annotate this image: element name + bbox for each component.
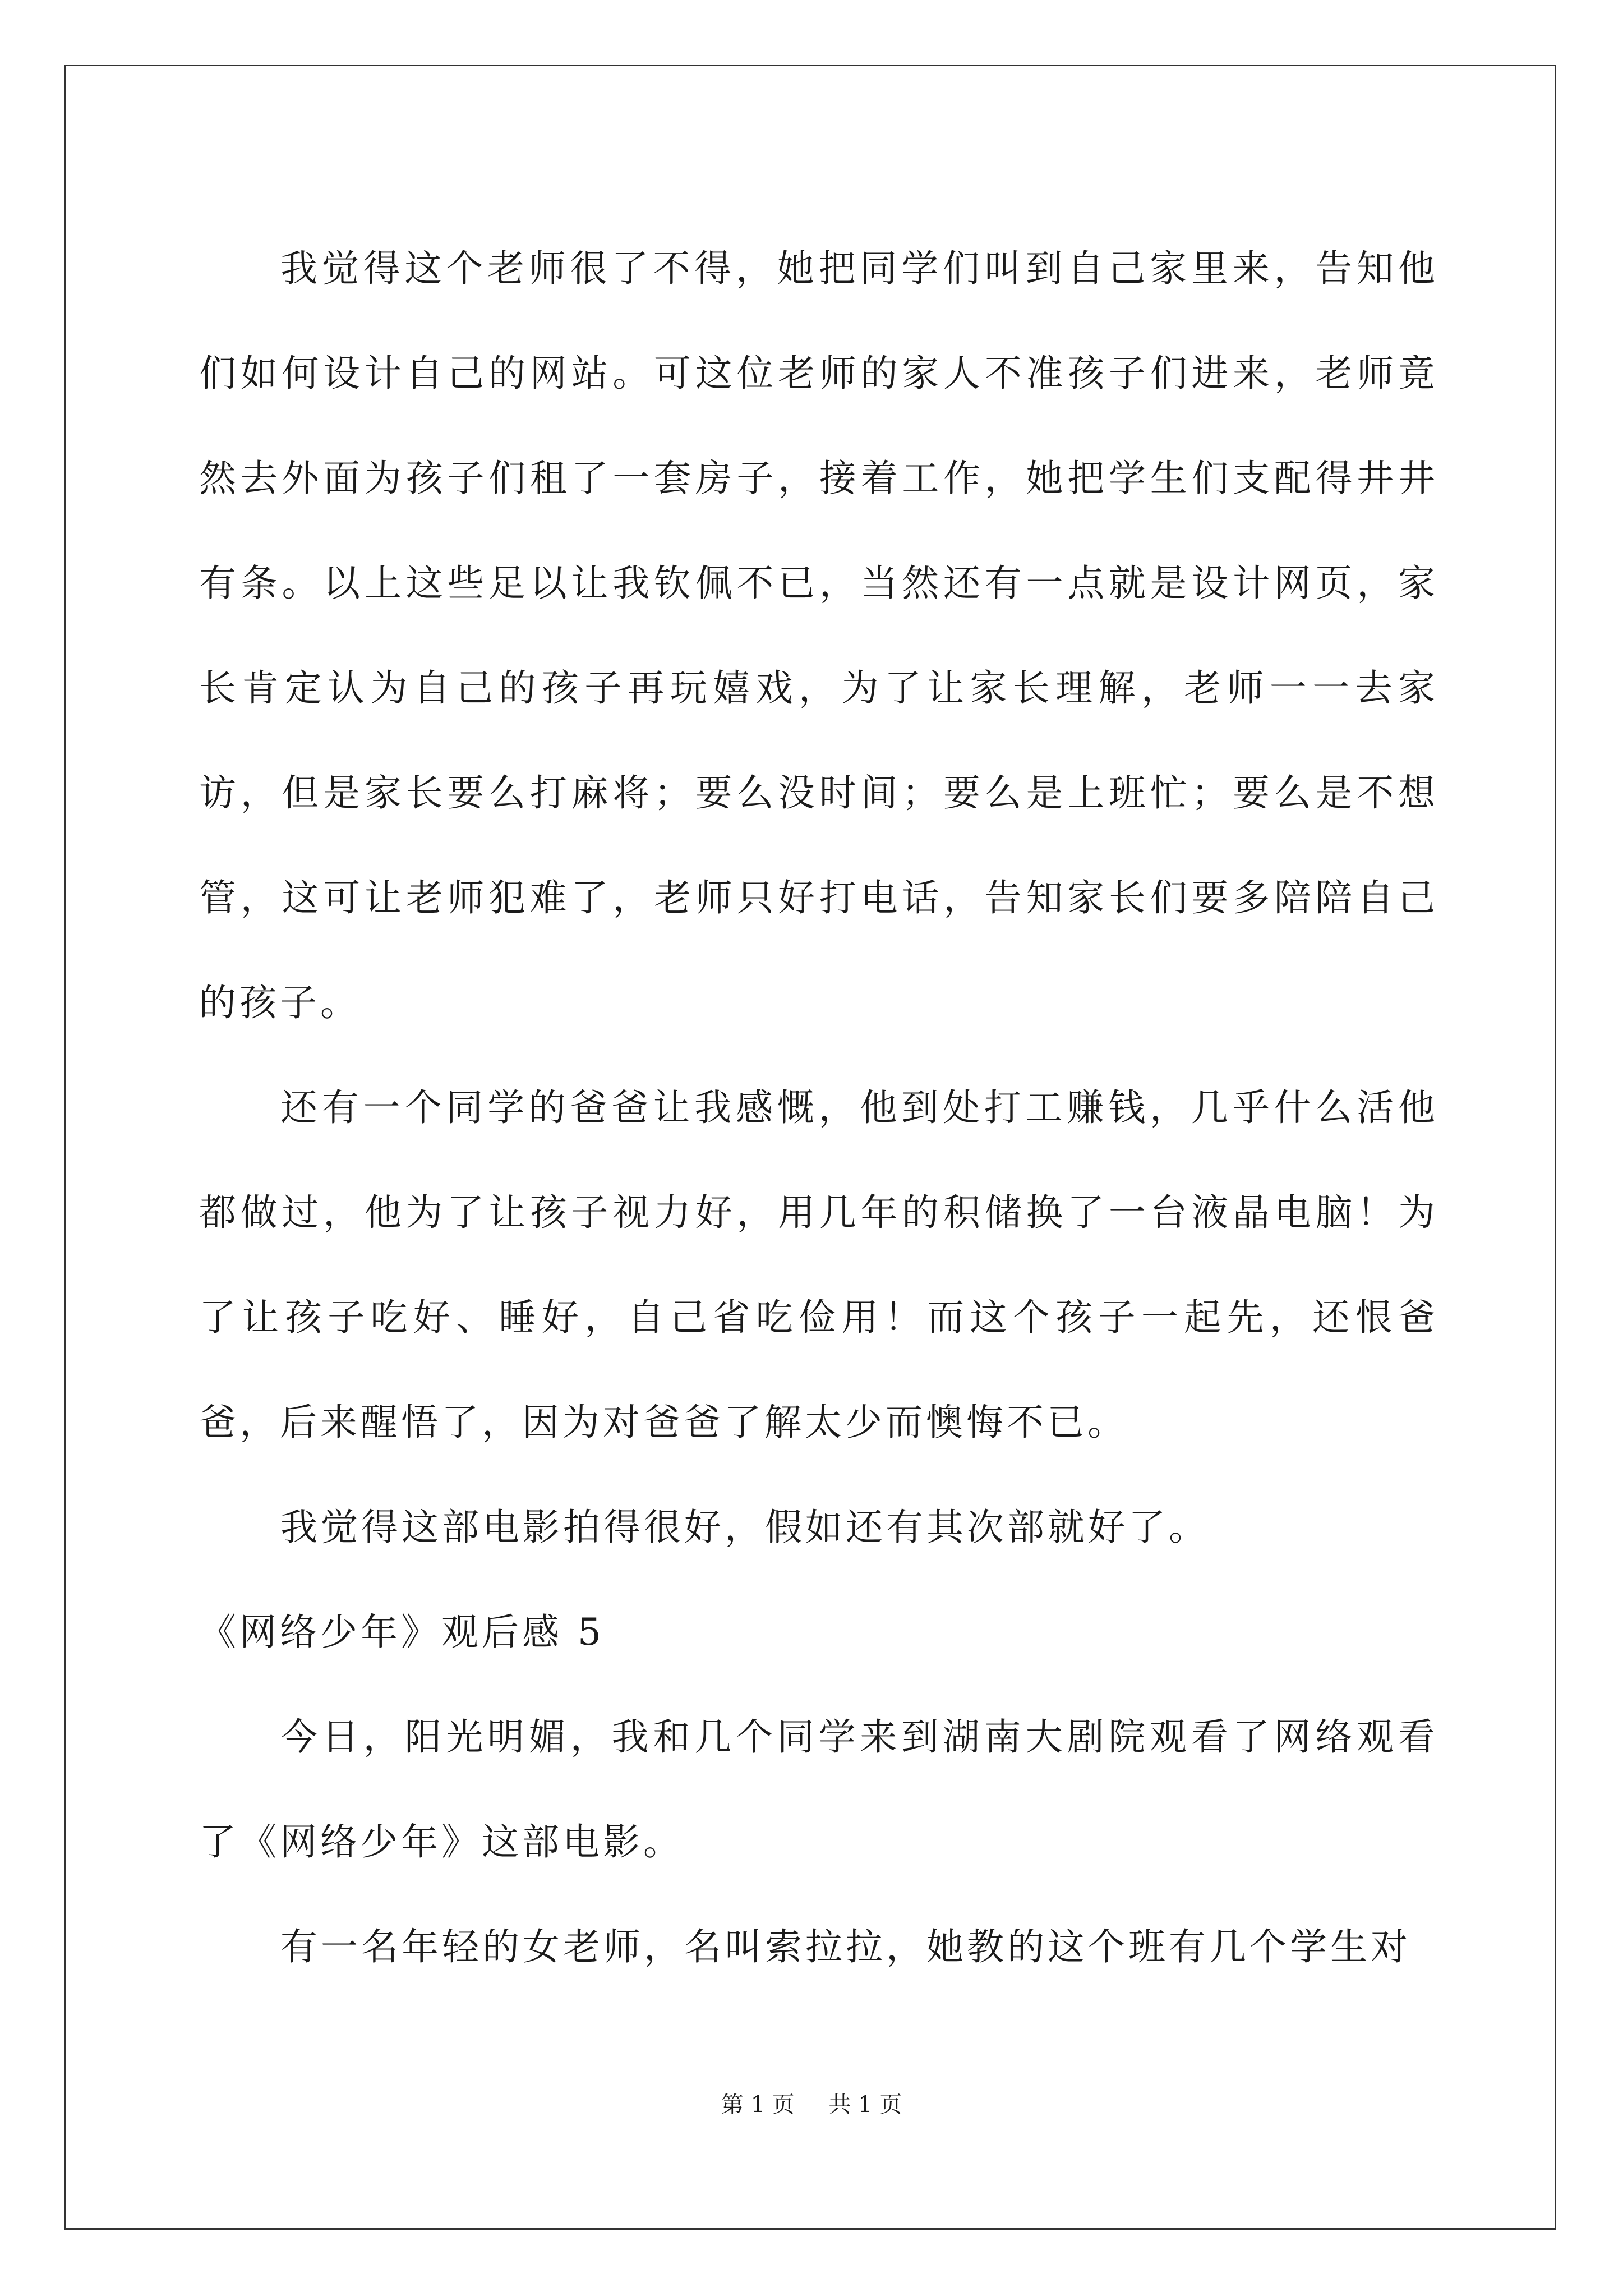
page-number: 第 1 页 (721, 2092, 795, 2118)
paragraph: 我觉得这部电影拍得很好，假如还有其次部就好了。 (280, 1506, 1209, 1549)
paragraph: 有一名年轻的女老师，名叫索拉拉，她教的这个班有几个学生对 (280, 1925, 1411, 1968)
page-total: 共 1 页 (828, 2092, 902, 2118)
paragraph: 我觉得这个老师很了不得，她把同学们叫到自己家里来，告知他们如何设计自己的网站。可这位老师的家人不准孩子们进来，老师竟然去外面为孩子们租了一套房子，接着工作，她把学生们支配得井井有条。以上这些足以让我钦佩不已，当然还有一点就是设计网页，家长肯定认为自己的孩子再玩嬉戏，为了让家长理解，老师一一去家访，但是家长要么打麻将；要么没时间；要么是上班忙；要么是不想管，这可让老师犯难了，老师只好打电话，告知家长们要多陪陪自己的孩子。 (199, 247, 1438, 1024)
section-heading: 《网络少年》观后感 5 (199, 1611, 605, 1654)
paragraph: 今日，阳光明媚，我和几个同学来到湖南大剧院观看了网络观看了《网络少年》这部电影。 (199, 1715, 1438, 1864)
paragraph: 还有一个同学的爸爸让我感慨，他到处打工赚钱，几乎什么活他都做过，他为了让孩子视力好，用几年的积储换了一台液晶电脑！为了让孩子吃好、睡好，自己省吃俭用！而这个孩子一起先，还恨爸爸，后来醒悟了，因为对爸爸了解太少而懊悔不已。 (199, 1086, 1438, 1444)
document-body (199, 216, 1438, 1999)
page-footer (0, 2088, 1623, 2122)
